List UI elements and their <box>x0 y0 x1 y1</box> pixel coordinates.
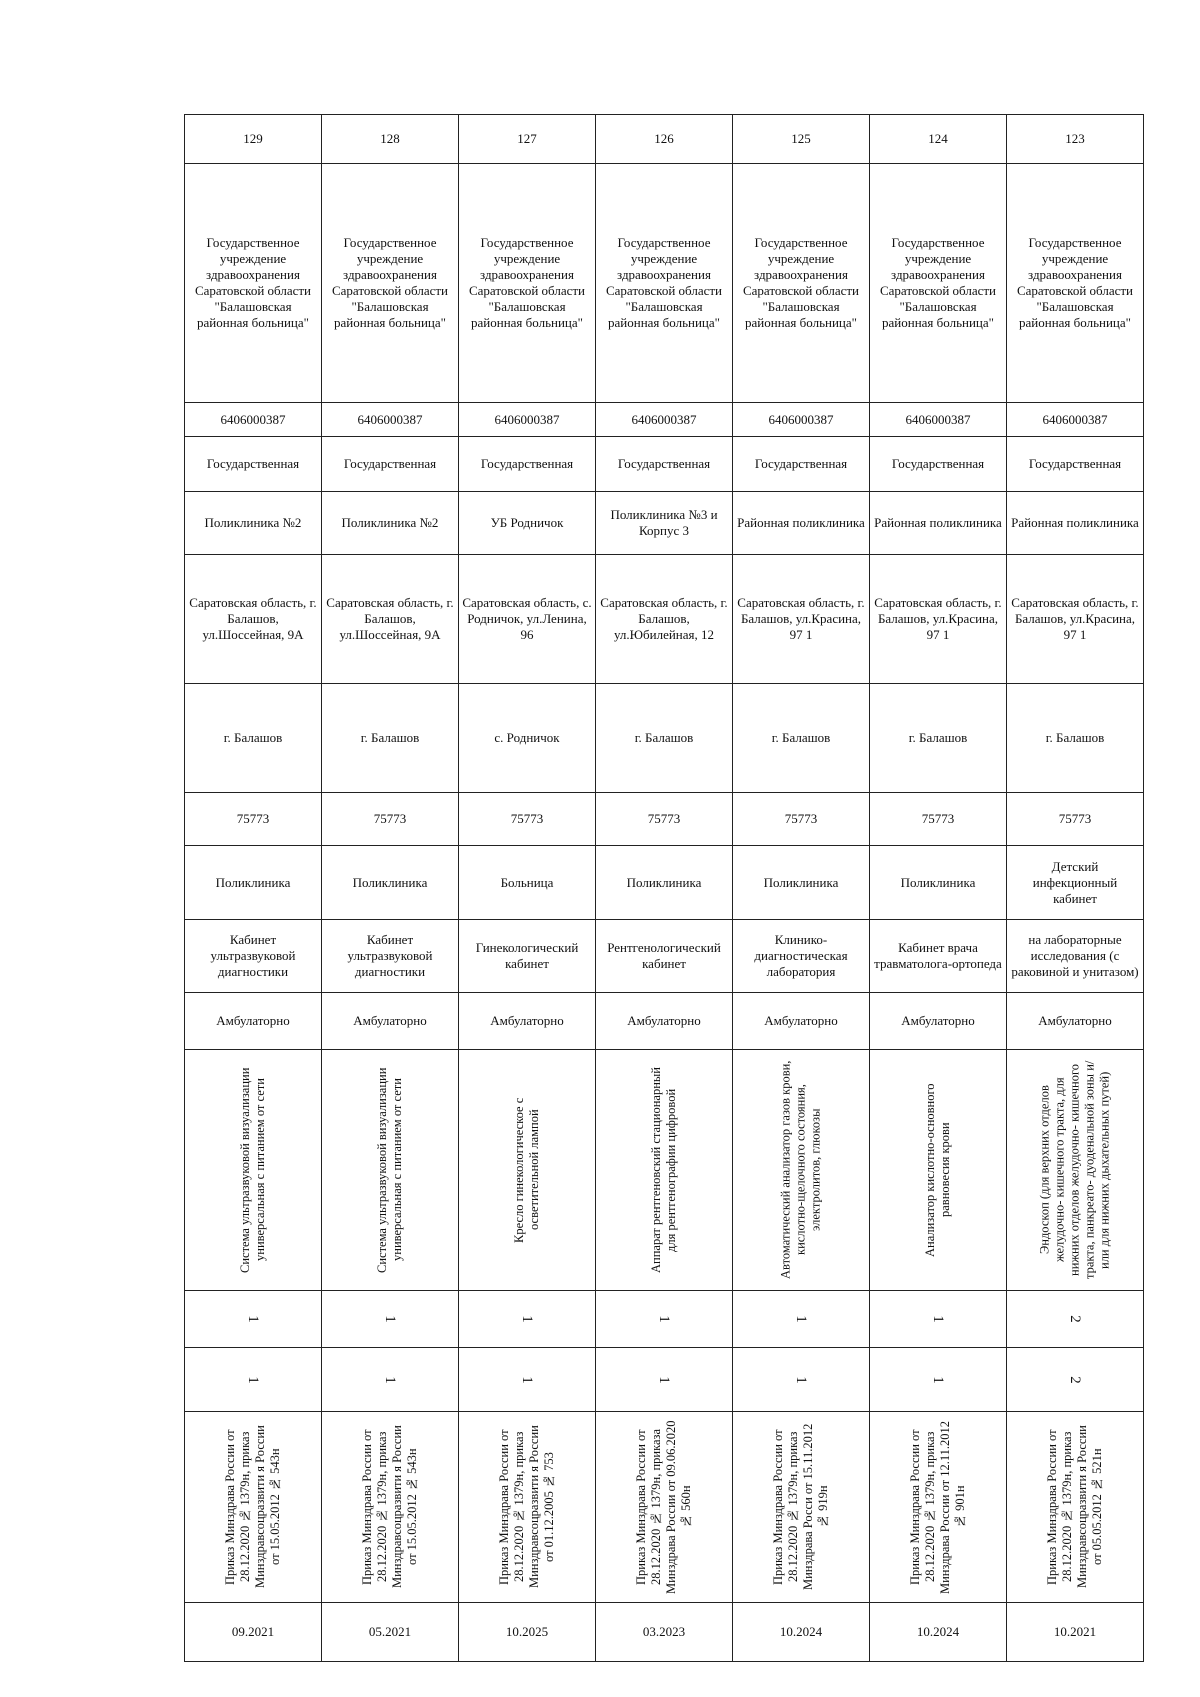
cell-equipment <box>1007 1050 1144 1291</box>
table-row <box>185 403 1144 437</box>
cell-qty-required-text: 1 <box>245 1315 261 1323</box>
cell-organization: Государственное учреждение здравоохранения Саратовской области "Балашовская районная больница" <box>459 164 596 403</box>
cell-number: 126 <box>596 115 733 164</box>
table-row <box>185 1348 1144 1412</box>
cell-regulation-text: Приказ Минздрава России от 28.12.2020 № 1379н, приказ Минздрава Росси от 15.11.2012 № 919н <box>771 1423 830 1591</box>
cell-qty-actual-text: 1 <box>793 1375 809 1384</box>
cell-facility-type: Поликлиника <box>596 846 733 920</box>
cell-locality: г. Балашов <box>733 684 870 793</box>
cell-qty-actual <box>1007 1348 1144 1412</box>
cell-care-mode: Амбулаторно <box>596 993 733 1050</box>
cell-care-mode: Амбулаторно <box>185 993 322 1050</box>
table-row <box>185 1603 1144 1662</box>
cell-equipment <box>733 1050 870 1291</box>
cell-regulation-text: Приказ Минздрава России от 28.12.2020 № 1379н, приказ Минздрава России от 12.11.2012 № 901н <box>908 1420 967 1594</box>
table-row <box>185 437 1144 492</box>
cell-care-mode: Амбулаторно <box>870 993 1007 1050</box>
cell-qty-required-text: 2 <box>1067 1315 1083 1323</box>
cell-organization: Государственное учреждение здравоохранения Саратовской области "Балашовская районная больница" <box>1007 164 1144 403</box>
cell-cabinet: Рентгенологический кабинет <box>596 920 733 993</box>
cell-locality: с. Родничок <box>459 684 596 793</box>
cell-subdivision: Районная поликлиника <box>870 492 1007 555</box>
cell-address: Саратовская область, г. Балашов, ул.Шоссейная, 9А <box>322 555 459 684</box>
cell-locality: г. Балашов <box>870 684 1007 793</box>
table-row <box>185 1291 1144 1348</box>
cell-qty-actual-text: 2 <box>1067 1375 1083 1384</box>
cell-qty-actual-text: 1 <box>519 1375 535 1384</box>
cell-care-mode: Амбулаторно <box>733 993 870 1050</box>
cell-facility-type: Поликлиника <box>185 846 322 920</box>
cell-regulation-text: Приказ Минздрава России от 28.12.2020 № 1379н, приказ Минздравсоцразвити я России от 05.05.2012 № 521н <box>1045 1425 1104 1589</box>
cell-locality: г. Балашов <box>596 684 733 793</box>
cell-oktmo: 75773 <box>322 793 459 846</box>
cell-address: Саратовская область, г. Балашов, ул.Юбилейная, 12 <box>596 555 733 684</box>
cell-qty-actual <box>322 1348 459 1412</box>
cell-number: 127 <box>459 115 596 164</box>
cell-equipment <box>185 1050 322 1291</box>
cell-address: Саратовская область, г. Балашов, ул.Красина, 97 1 <box>733 555 870 684</box>
cell-qty-actual-text: 1 <box>245 1375 261 1384</box>
cell-care-mode: Амбулаторно <box>322 993 459 1050</box>
table-row <box>185 793 1144 846</box>
table-row <box>185 492 1144 555</box>
table-row <box>185 115 1144 164</box>
cell-qty-required <box>459 1291 596 1348</box>
cell-date: 09.2021 <box>185 1603 322 1662</box>
cell-qty-actual <box>185 1348 322 1412</box>
cell-ownership: Государственная <box>185 437 322 492</box>
cell-organization: Государственное учреждение здравоохранения Саратовской области "Балашовская районная больница" <box>185 164 322 403</box>
cell-number: 129 <box>185 115 322 164</box>
cell-date: 10.2024 <box>733 1603 870 1662</box>
cell-regulation <box>459 1412 596 1603</box>
cell-equipment <box>459 1050 596 1291</box>
cell-organization: Государственное учреждение здравоохранения Саратовской области "Балашовская районная больница" <box>733 164 870 403</box>
cell-ownership: Государственная <box>733 437 870 492</box>
cell-number: 123 <box>1007 115 1144 164</box>
cell-equipment <box>596 1050 733 1291</box>
cell-inn: 6406000387 <box>1007 403 1144 437</box>
cell-cabinet: Кабинет ультразвуковой диагностики <box>185 920 322 993</box>
cell-qty-actual-text: 1 <box>930 1375 946 1384</box>
cell-oktmo: 75773 <box>1007 793 1144 846</box>
cell-locality: г. Балашов <box>322 684 459 793</box>
table-row <box>185 164 1144 403</box>
cell-ownership: Государственная <box>1007 437 1144 492</box>
table-row <box>185 1050 1144 1291</box>
cell-regulation <box>185 1412 322 1603</box>
cell-inn: 6406000387 <box>733 403 870 437</box>
cell-inn: 6406000387 <box>322 403 459 437</box>
cell-qty-actual <box>870 1348 1007 1412</box>
cell-address: Саратовская область, с. Родничок, ул.Ленина, 96 <box>459 555 596 684</box>
cell-equipment <box>322 1050 459 1291</box>
cell-equipment-text: Эндоскоп (для верхних отделов желудочно- кишечного тракта, для нижних отделов желудочно- кишечного тракта, панкреато- дуоденальной зоны и/или для нижних дыхательных путей) <box>1037 1060 1112 1280</box>
cell-qty-required <box>322 1291 459 1348</box>
cell-regulation <box>322 1412 459 1603</box>
cell-regulation-text: Приказ Минздрава России от 28.12.2020 № 1379н, приказа Минздрава России от 09.06.2020 № 560н <box>634 1420 693 1594</box>
cell-subdivision: Поликлиника №2 <box>322 492 459 555</box>
cell-subdivision: Поликлиника №3 и Корпус 3 <box>596 492 733 555</box>
cell-subdivision: Районная поликлиника <box>733 492 870 555</box>
cell-qty-required-text: 1 <box>930 1315 946 1323</box>
cell-number: 124 <box>870 115 1007 164</box>
cell-equipment-text: Система ультразвуковой визуализации универсальная с питанием от сети <box>238 1067 267 1273</box>
cell-qty-required <box>185 1291 322 1348</box>
cell-inn: 6406000387 <box>596 403 733 437</box>
cell-oktmo: 75773 <box>596 793 733 846</box>
cell-facility-type: Детский инфекционный кабинет <box>1007 846 1144 920</box>
cell-inn: 6406000387 <box>459 403 596 437</box>
cell-qty-actual <box>733 1348 870 1412</box>
cell-qty-required-text: 1 <box>382 1315 398 1323</box>
cell-equipment-text: Кресло гинекологическое с осветительной лампой <box>512 1097 541 1243</box>
cell-facility-type: Поликлиника <box>870 846 1007 920</box>
cell-regulation <box>870 1412 1007 1603</box>
table-row <box>185 1412 1144 1603</box>
cell-qty-required <box>1007 1291 1144 1348</box>
cell-cabinet: Кабинет ультразвуковой диагностики <box>322 920 459 993</box>
cell-subdivision: Поликлиника №2 <box>185 492 322 555</box>
cell-oktmo: 75773 <box>185 793 322 846</box>
cell-equipment <box>870 1050 1007 1291</box>
cell-oktmo: 75773 <box>733 793 870 846</box>
table-row <box>185 684 1144 793</box>
table-row <box>185 993 1144 1050</box>
cell-qty-required-text: 1 <box>656 1315 672 1323</box>
cell-locality: г. Балашов <box>1007 684 1144 793</box>
cell-regulation <box>1007 1412 1144 1603</box>
cell-cabinet: Кабинет врача травматолога-ортопеда <box>870 920 1007 993</box>
cell-qty-actual-text: 1 <box>656 1375 672 1384</box>
cell-qty-required <box>870 1291 1007 1348</box>
cell-address: Саратовская область, г. Балашов, ул.Красина, 97 1 <box>1007 555 1144 684</box>
cell-date: 10.2024 <box>870 1603 1007 1662</box>
cell-oktmo: 75773 <box>870 793 1007 846</box>
cell-ownership: Государственная <box>459 437 596 492</box>
cell-equipment-text: Аппарат рентгеновский стационарный для рентгенографии цифровой <box>649 1067 678 1273</box>
cell-care-mode: Амбулаторно <box>1007 993 1144 1050</box>
cell-organization: Государственное учреждение здравоохранения Саратовской области "Балашовская районная больница" <box>596 164 733 403</box>
cell-qty-required <box>596 1291 733 1348</box>
cell-ownership: Государственная <box>322 437 459 492</box>
cell-cabinet: на лабораторные исследования (с раковиной и унитазом) <box>1007 920 1144 993</box>
table-row <box>185 920 1144 993</box>
cell-number: 125 <box>733 115 870 164</box>
cell-regulation-text: Приказ Минздрава России от 28.12.2020 № 1379н, приказ Минздравсоцразвити я России от 15.05.2012 № 543н <box>223 1425 282 1589</box>
cell-inn: 6406000387 <box>185 403 322 437</box>
cell-care-mode: Амбулаторно <box>459 993 596 1050</box>
cell-regulation-text: Приказ Минздрава России от 28.12.2020 № 1379н, приказ Минздравсоцразвити я России от 01.12.2005 № 753 <box>497 1425 556 1589</box>
cell-qty-actual-text: 1 <box>382 1375 398 1384</box>
cell-regulation <box>733 1412 870 1603</box>
cell-organization: Государственное учреждение здравоохранения Саратовской области "Балашовская районная больница" <box>870 164 1007 403</box>
cell-ownership: Государственная <box>870 437 1007 492</box>
cell-date: 03.2023 <box>596 1603 733 1662</box>
cell-address: Саратовская область, г. Балашов, ул.Красина, 97 1 <box>870 555 1007 684</box>
cell-inn: 6406000387 <box>870 403 1007 437</box>
cell-date: 10.2021 <box>1007 1603 1144 1662</box>
cell-facility-type: Поликлиника <box>733 846 870 920</box>
cell-subdivision: Районная поликлиника <box>1007 492 1144 555</box>
cell-ownership: Государственная <box>596 437 733 492</box>
cell-qty-required-text: 1 <box>519 1315 535 1323</box>
cell-qty-actual <box>596 1348 733 1412</box>
cell-equipment-text: Система ультразвуковой визуализации универсальная с питанием от сети <box>375 1067 404 1273</box>
cell-qty-actual <box>459 1348 596 1412</box>
cell-regulation <box>596 1412 733 1603</box>
cell-qty-required-text: 1 <box>793 1315 809 1323</box>
cell-regulation-text: Приказ Минздрава России от 28.12.2020 № 1379н, приказ Минздравсоцразвити я России от 15.05.2012 № 543н <box>360 1425 419 1589</box>
cell-facility-type: Поликлиника <box>322 846 459 920</box>
cell-qty-required <box>733 1291 870 1348</box>
cell-locality: г. Балашов <box>185 684 322 793</box>
table-row <box>185 846 1144 920</box>
cell-equipment-text: Анализатор кислотно-основного равновесия крови <box>923 1083 952 1257</box>
table-row <box>185 555 1144 684</box>
equipment-table <box>184 114 1144 1662</box>
cell-date: 10.2025 <box>459 1603 596 1662</box>
cell-number: 128 <box>322 115 459 164</box>
cell-cabinet: Клинико-диагностическая лаборатория <box>733 920 870 993</box>
cell-equipment-text: Автоматический анализатор газов крови, кислотно-щелочного состояния, электролитов, глюкозы <box>778 1060 823 1280</box>
cell-cabinet: Гинекологический кабинет <box>459 920 596 993</box>
cell-oktmo: 75773 <box>459 793 596 846</box>
cell-date: 05.2021 <box>322 1603 459 1662</box>
cell-address: Саратовская область, г. Балашов, ул.Шоссейная, 9А <box>185 555 322 684</box>
cell-subdivision: УБ Родничок <box>459 492 596 555</box>
cell-organization: Государственное учреждение здравоохранения Саратовской области "Балашовская районная больница" <box>322 164 459 403</box>
cell-facility-type: Больница <box>459 846 596 920</box>
